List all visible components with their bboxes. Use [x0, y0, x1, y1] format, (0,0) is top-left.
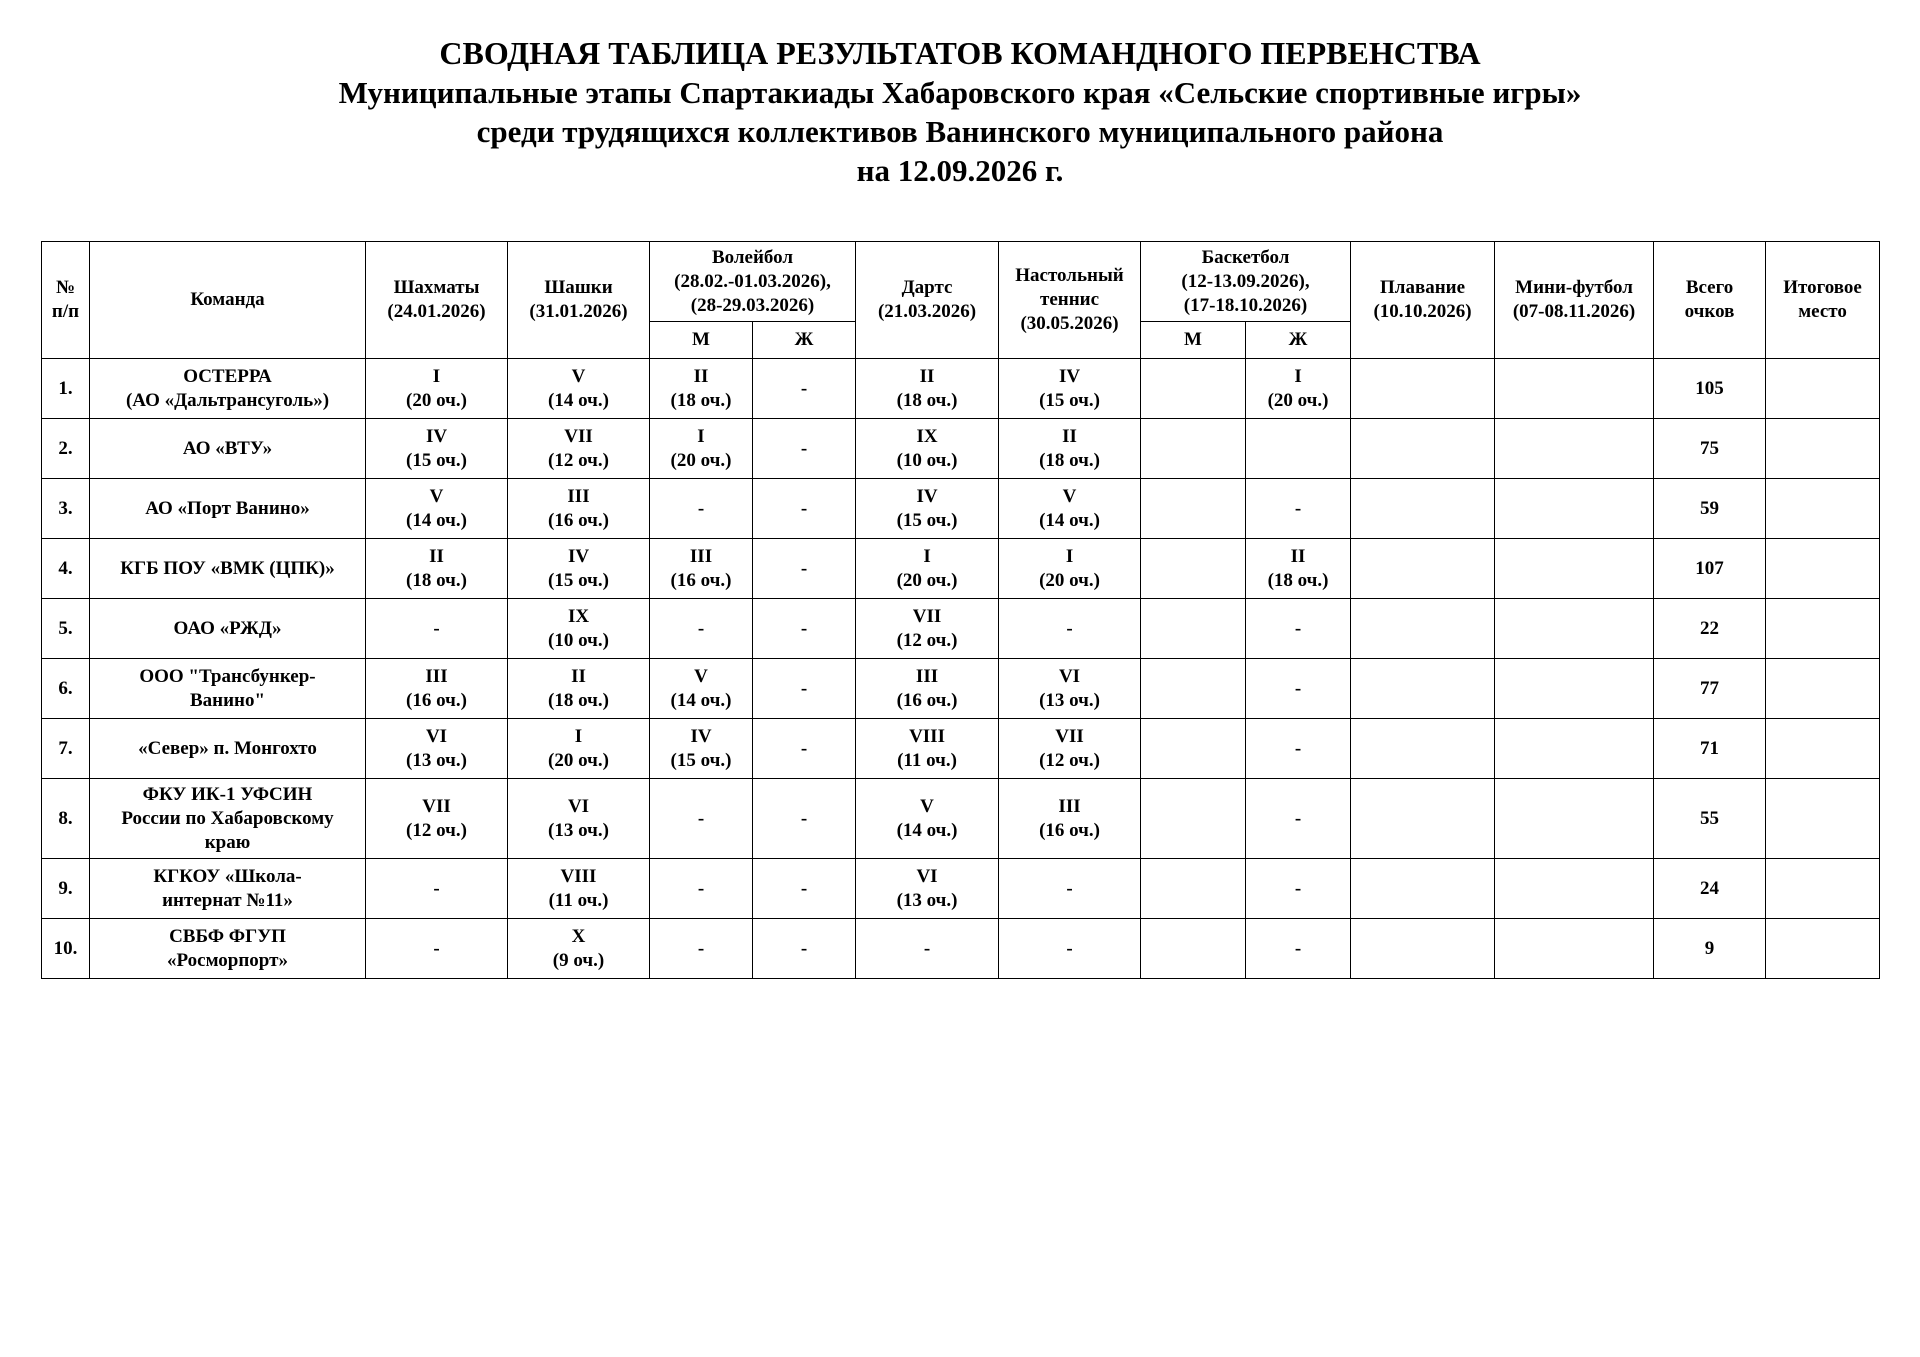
checkers-cell: I (20 оч.): [508, 719, 650, 779]
volleyball-women-cell: -: [753, 539, 856, 599]
final-place: [1766, 539, 1880, 599]
basketball-men-cell: [1141, 859, 1246, 919]
document-subtitle-2: среди трудящихся коллективов Ванинского муниципального района: [476, 114, 1444, 149]
volleyball-men-cell: -: [650, 859, 753, 919]
total-points: 105: [1654, 359, 1766, 419]
final-place: [1766, 419, 1880, 479]
chess-cell: III (16 оч.): [366, 659, 508, 719]
mini-football-cell: [1495, 419, 1654, 479]
basketball-women-cell: -: [1246, 779, 1351, 859]
volleyball-men-cell: II (18 оч.): [650, 359, 753, 419]
col-header-swimming: Плавание (10.10.2026): [1351, 242, 1495, 359]
team-name: «Север» п. Монгохто: [90, 719, 366, 779]
col-header-basketball-women: Ж: [1246, 322, 1351, 359]
final-place: [1766, 919, 1880, 979]
volleyball-men-cell: III (16 оч.): [650, 539, 753, 599]
table-row: [42, 719, 1880, 779]
total-points: 107: [1654, 539, 1766, 599]
chess-cell: I (20 оч.): [366, 359, 508, 419]
table-tennis-cell: VII (12 оч.): [999, 719, 1141, 779]
table-row: [42, 599, 1880, 659]
swimming-cell: [1351, 359, 1495, 419]
col-header-team: Команда: [90, 242, 366, 359]
col-header-volleyball: Волейбол (28.02.-01.03.2026), (28-29.03.2026): [650, 242, 856, 322]
volleyball-men-cell: -: [650, 919, 753, 979]
col-header-num: № п/п: [42, 242, 90, 359]
mini-football-cell: [1495, 919, 1654, 979]
document-date: на 12.09.2026 г.: [856, 153, 1064, 188]
checkers-cell: VIII (11 оч.): [508, 859, 650, 919]
checkers-cell: IX (10 оч.): [508, 599, 650, 659]
chess-cell: -: [366, 919, 508, 979]
row-number: 2.: [42, 419, 90, 479]
col-header-volleyball-women: Ж: [753, 322, 856, 359]
darts-cell: IV (15 оч.): [856, 479, 999, 539]
checkers-cell: VII (12 оч.): [508, 419, 650, 479]
volleyball-women-cell: -: [753, 719, 856, 779]
chess-cell: -: [366, 859, 508, 919]
col-header-basketball: Баскетбол (12-13.09.2026), (17-18.10.2026): [1141, 242, 1351, 322]
row-number: 10.: [42, 919, 90, 979]
team-name: КГБ ПОУ «ВМК (ЦПК)»: [90, 539, 366, 599]
chess-cell: II (18 оч.): [366, 539, 508, 599]
volleyball-men-cell: I (20 оч.): [650, 419, 753, 479]
darts-cell: VII (12 оч.): [856, 599, 999, 659]
row-number: 6.: [42, 659, 90, 719]
darts-cell: I (20 оч.): [856, 539, 999, 599]
basketball-women-cell: -: [1246, 659, 1351, 719]
basketball-men-cell: [1141, 659, 1246, 719]
table-row: [42, 919, 1880, 979]
volleyball-women-cell: -: [753, 659, 856, 719]
checkers-cell: IV (15 оч.): [508, 539, 650, 599]
team-name: СВБФ ФГУП «Росморпорт»: [90, 919, 366, 979]
volleyball-men-cell: IV (15 оч.): [650, 719, 753, 779]
final-place: [1766, 359, 1880, 419]
total-points: 9: [1654, 919, 1766, 979]
col-header-table-tennis: Настольный теннис (30.05.2026): [999, 242, 1141, 359]
basketball-men-cell: [1141, 919, 1246, 979]
col-header-darts: Дартс (21.03.2026): [856, 242, 999, 359]
checkers-cell: III (16 оч.): [508, 479, 650, 539]
darts-cell: V (14 оч.): [856, 779, 999, 859]
col-header-chess: Шахматы (24.01.2026): [366, 242, 508, 359]
col-header-basketball-men: М: [1141, 322, 1246, 359]
volleyball-women-cell: -: [753, 359, 856, 419]
table-row: [42, 419, 1880, 479]
mini-football-cell: [1495, 479, 1654, 539]
swimming-cell: [1351, 779, 1495, 859]
volleyball-women-cell: -: [753, 779, 856, 859]
table-row: [42, 779, 1880, 859]
total-points: 59: [1654, 479, 1766, 539]
volleyball-men-cell: -: [650, 599, 753, 659]
darts-cell: III (16 оч.): [856, 659, 999, 719]
col-header-checkers: Шашки (31.01.2026): [508, 242, 650, 359]
mini-football-cell: [1495, 599, 1654, 659]
swimming-cell: [1351, 859, 1495, 919]
results-table: [41, 241, 1880, 979]
table-tennis-cell: V (14 оч.): [999, 479, 1141, 539]
basketball-women-cell: [1246, 419, 1351, 479]
row-number: 3.: [42, 479, 90, 539]
mini-football-cell: [1495, 659, 1654, 719]
table-row: [42, 359, 1880, 419]
row-number: 1.: [42, 359, 90, 419]
volleyball-women-cell: -: [753, 859, 856, 919]
swimming-cell: [1351, 599, 1495, 659]
basketball-men-cell: [1141, 719, 1246, 779]
row-number: 9.: [42, 859, 90, 919]
checkers-cell: II (18 оч.): [508, 659, 650, 719]
checkers-cell: V (14 оч.): [508, 359, 650, 419]
basketball-women-cell: -: [1246, 719, 1351, 779]
table-tennis-cell: -: [999, 599, 1141, 659]
basketball-men-cell: [1141, 479, 1246, 539]
final-place: [1766, 859, 1880, 919]
swimming-cell: [1351, 479, 1495, 539]
mini-football-cell: [1495, 539, 1654, 599]
mini-football-cell: [1495, 859, 1654, 919]
table-row: [42, 539, 1880, 599]
row-number: 5.: [42, 599, 90, 659]
table-tennis-cell: -: [999, 859, 1141, 919]
basketball-women-cell: -: [1246, 859, 1351, 919]
darts-cell: VIII (11 оч.): [856, 719, 999, 779]
basketball-women-cell: I (20 оч.): [1246, 359, 1351, 419]
chess-cell: V (14 оч.): [366, 479, 508, 539]
basketball-women-cell: -: [1246, 479, 1351, 539]
volleyball-men-cell: -: [650, 479, 753, 539]
volleyball-women-cell: -: [753, 479, 856, 539]
darts-cell: -: [856, 919, 999, 979]
chess-cell: VI (13 оч.): [366, 719, 508, 779]
team-name: ОСТЕРРА (АО «Дальтрансуголь»): [90, 359, 366, 419]
basketball-men-cell: [1141, 359, 1246, 419]
final-place: [1766, 659, 1880, 719]
row-number: 8.: [42, 779, 90, 859]
team-name: АО «ВТУ»: [90, 419, 366, 479]
checkers-cell: VI (13 оч.): [508, 779, 650, 859]
mini-football-cell: [1495, 779, 1654, 859]
document-subtitle-1: Муниципальные этапы Спартакиады Хабаровского края «Сельские спортивные игры»: [338, 75, 1582, 110]
chess-cell: VII (12 оч.): [366, 779, 508, 859]
document-title: СВОДНАЯ ТАБЛИЦА РЕЗУЛЬТАТОВ КОМАНДНОГО ПЕРВЕНСТВА: [439, 35, 1481, 71]
basketball-men-cell: [1141, 539, 1246, 599]
darts-cell: VI (13 оч.): [856, 859, 999, 919]
volleyball-men-cell: V (14 оч.): [650, 659, 753, 719]
results-body: [42, 359, 1880, 979]
volleyball-women-cell: -: [753, 599, 856, 659]
mini-football-cell: [1495, 359, 1654, 419]
basketball-men-cell: [1141, 779, 1246, 859]
team-name: ОАО «РЖД»: [90, 599, 366, 659]
basketball-women-cell: -: [1246, 599, 1351, 659]
total-points: 24: [1654, 859, 1766, 919]
swimming-cell: [1351, 919, 1495, 979]
team-name: КГКОУ «Школа- интернат №11»: [90, 859, 366, 919]
document-header: [0, 34, 1920, 190]
basketball-women-cell: -: [1246, 919, 1351, 979]
row-number: 7.: [42, 719, 90, 779]
basketball-men-cell: [1141, 419, 1246, 479]
table-tennis-cell: IV (15 оч.): [999, 359, 1141, 419]
team-name: ООО "Трансбункер- Ванино": [90, 659, 366, 719]
table-tennis-cell: I (20 оч.): [999, 539, 1141, 599]
col-header-place: Итоговое место: [1766, 242, 1880, 359]
row-number: 4.: [42, 539, 90, 599]
volleyball-men-cell: -: [650, 779, 753, 859]
volleyball-women-cell: -: [753, 919, 856, 979]
final-place: [1766, 479, 1880, 539]
darts-cell: II (18 оч.): [856, 359, 999, 419]
table-tennis-cell: II (18 оч.): [999, 419, 1141, 479]
swimming-cell: [1351, 419, 1495, 479]
chess-cell: IV (15 оч.): [366, 419, 508, 479]
checkers-cell: X (9 оч.): [508, 919, 650, 979]
col-header-mini-football: Мини-футбол (07-08.11.2026): [1495, 242, 1654, 359]
team-name: АО «Порт Ванино»: [90, 479, 366, 539]
final-place: [1766, 599, 1880, 659]
darts-cell: IX (10 оч.): [856, 419, 999, 479]
total-points: 55: [1654, 779, 1766, 859]
total-points: 77: [1654, 659, 1766, 719]
table-tennis-cell: III (16 оч.): [999, 779, 1141, 859]
basketball-women-cell: II (18 оч.): [1246, 539, 1351, 599]
basketball-men-cell: [1141, 599, 1246, 659]
final-place: [1766, 779, 1880, 859]
table-tennis-cell: -: [999, 919, 1141, 979]
col-header-volleyball-men: М: [650, 322, 753, 359]
chess-cell: -: [366, 599, 508, 659]
table-tennis-cell: VI (13 оч.): [999, 659, 1141, 719]
swimming-cell: [1351, 719, 1495, 779]
total-points: 22: [1654, 599, 1766, 659]
final-place: [1766, 719, 1880, 779]
table-row: [42, 479, 1880, 539]
swimming-cell: [1351, 659, 1495, 719]
col-header-total: Всего очков: [1654, 242, 1766, 359]
volleyball-women-cell: -: [753, 419, 856, 479]
mini-football-cell: [1495, 719, 1654, 779]
table-row: [42, 659, 1880, 719]
total-points: 71: [1654, 719, 1766, 779]
team-name: ФКУ ИК-1 УФСИН России по Хабаровскому краю: [90, 779, 366, 859]
swimming-cell: [1351, 539, 1495, 599]
table-row: [42, 859, 1880, 919]
total-points: 75: [1654, 419, 1766, 479]
